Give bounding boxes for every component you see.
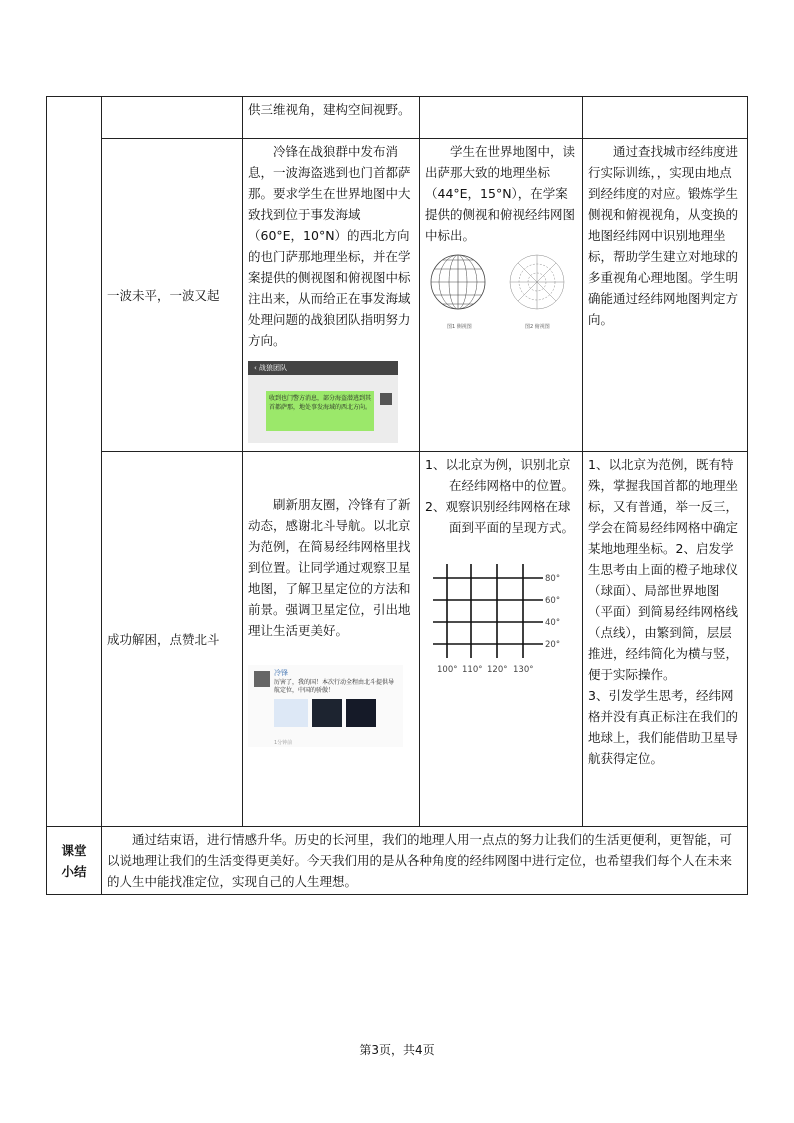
teacher-activity-solve — [243, 452, 420, 827]
design-intent-wave — [583, 139, 748, 452]
lat-label: 20° — [545, 640, 561, 650]
student-text-wave: 学生在世界地图中，读出萨那大致的地理坐标（44°E，15°N），在学案提供的侧视和俯视经纬网图中标出。 — [425, 144, 576, 243]
design-intent-solve — [583, 452, 748, 827]
graticule-figures — [425, 252, 575, 336]
moment-text: 厉害了，我的国！本次行动全程由北斗提供导航定位，中国的骄傲！ — [274, 679, 395, 694]
moments-screenshot — [248, 665, 403, 747]
top-view-caption: 图2 俯视图 — [525, 324, 550, 330]
stage-cell-empty — [102, 97, 243, 139]
satellite-image — [312, 699, 342, 727]
lon-label: 100° — [437, 665, 458, 675]
stage-solve: 成功解困，点赞北斗 — [102, 452, 243, 827]
process-text-top: 供三维视角，建构空间视野。 — [243, 97, 420, 139]
side-view-caption: 图1 侧视图 — [447, 324, 472, 330]
avatar — [380, 393, 392, 405]
moment-author: 冷锋 — [274, 669, 288, 677]
lon-label: 110° — [462, 665, 483, 675]
lat-label: 80° — [545, 574, 561, 584]
student-cell-empty — [420, 97, 583, 139]
teacher-text-wave: 冷锋在战狼群中发布消息，一波海盗逃到也门首都萨那。要求学生在世界地图中大致找到位于事发海域（60°E，10°N）的西北方向的也门萨那地理坐标，并在学案提供的侧视图和俯视图中标注出来，从而给正在事发海域处理问题的战狼团队指明努力方向。 — [248, 144, 411, 348]
chat-title: ‹ 战狼团队 — [248, 361, 398, 375]
side-view-globe-icon — [431, 255, 485, 309]
china-map-image — [274, 699, 308, 727]
summary-label: 课堂 小结 — [47, 827, 102, 895]
summary-text: 通过结束语，进行情感升华。历史的长河里，我们的地理人用一点点的努力让我们的生活更便利，更智能，可以说地理让我们的生活变得更美好。今天我们用的是从各种角度的经纬网图中进行定位，也希望我们每个人在未来的人生中能找准定位，实现自己的人生理想。 — [102, 827, 748, 895]
top-view-globe-icon — [510, 255, 564, 309]
chat-screenshot — [248, 361, 398, 443]
intent-text-solve-1: 1、以北京为范例，既有特殊，掌握我国首都的地理坐标，又有普通，举一反三，学会在简易经纬网格中确定某地地理坐标。2、启发学生思考由上面的橙子地球仪（球面）、局部世界地图（平面）到简易经纬网格线（点线），由繁到简，层层推进，经纬简化为横与竖，便于实际操作。 — [588, 457, 739, 682]
teacher-text-solve: 刷新朋友圈，冷锋有了新动态，感谢北斗导航。以北京为范例，在简易经纬网格里找到位置。让同学通过观察卫星地图，了解卫星定位的方法和前景。强调卫星定位，引出地理让生活更美好。 — [248, 497, 411, 638]
page-number: 第3页，共4页 — [359, 1043, 435, 1057]
student-activity-solve — [420, 452, 583, 827]
lon-label: 130° — [513, 665, 534, 675]
chat-bubble: 收到也门警方消息，部分海盗潜逃到其首都萨那，地处事发海域的西北方向。 — [266, 391, 374, 431]
intent-cell-empty — [583, 97, 748, 139]
lon-label: 120° — [487, 665, 508, 675]
intent-text-solve-2: 3、引发学生思考，经纬网格并没有真正标注在我们的地球上，我们能借助卫星导航获得定位。 — [588, 688, 739, 766]
moment-time: 1分钟前 — [274, 740, 293, 746]
stage-wave: 一波未平，一波又起 — [102, 139, 243, 452]
grid-lines — [433, 564, 543, 658]
lat-label: 60° — [545, 596, 561, 606]
lesson-plan-table — [46, 96, 748, 895]
simple-grid-figure — [425, 558, 575, 678]
teacher-activity-wave — [243, 139, 420, 452]
intent-text-wave: 通过查找城市经纬度进行实际训练，，实现由地点到经纬度的对应。锻炼学生侧视和俯视视角，从变换的地图经纬网中识别地理坐标，帮助学生建立对地球的多重视角心理地图。学生明确能通过经纬网地图判定方向。 — [588, 144, 739, 327]
student-activity-wave — [420, 139, 583, 452]
lat-label: 40° — [545, 618, 561, 628]
avatar — [254, 671, 270, 687]
list-item: 2、观察识别经纬网格在球面到平面的呈现方式。 — [425, 499, 575, 535]
student-list-solve — [425, 454, 577, 538]
section-cell-empty — [47, 97, 102, 827]
satellite-image — [346, 699, 376, 727]
list-item: 1、以北京为例，识别北京在经纬网格中的位置。 — [425, 457, 575, 493]
